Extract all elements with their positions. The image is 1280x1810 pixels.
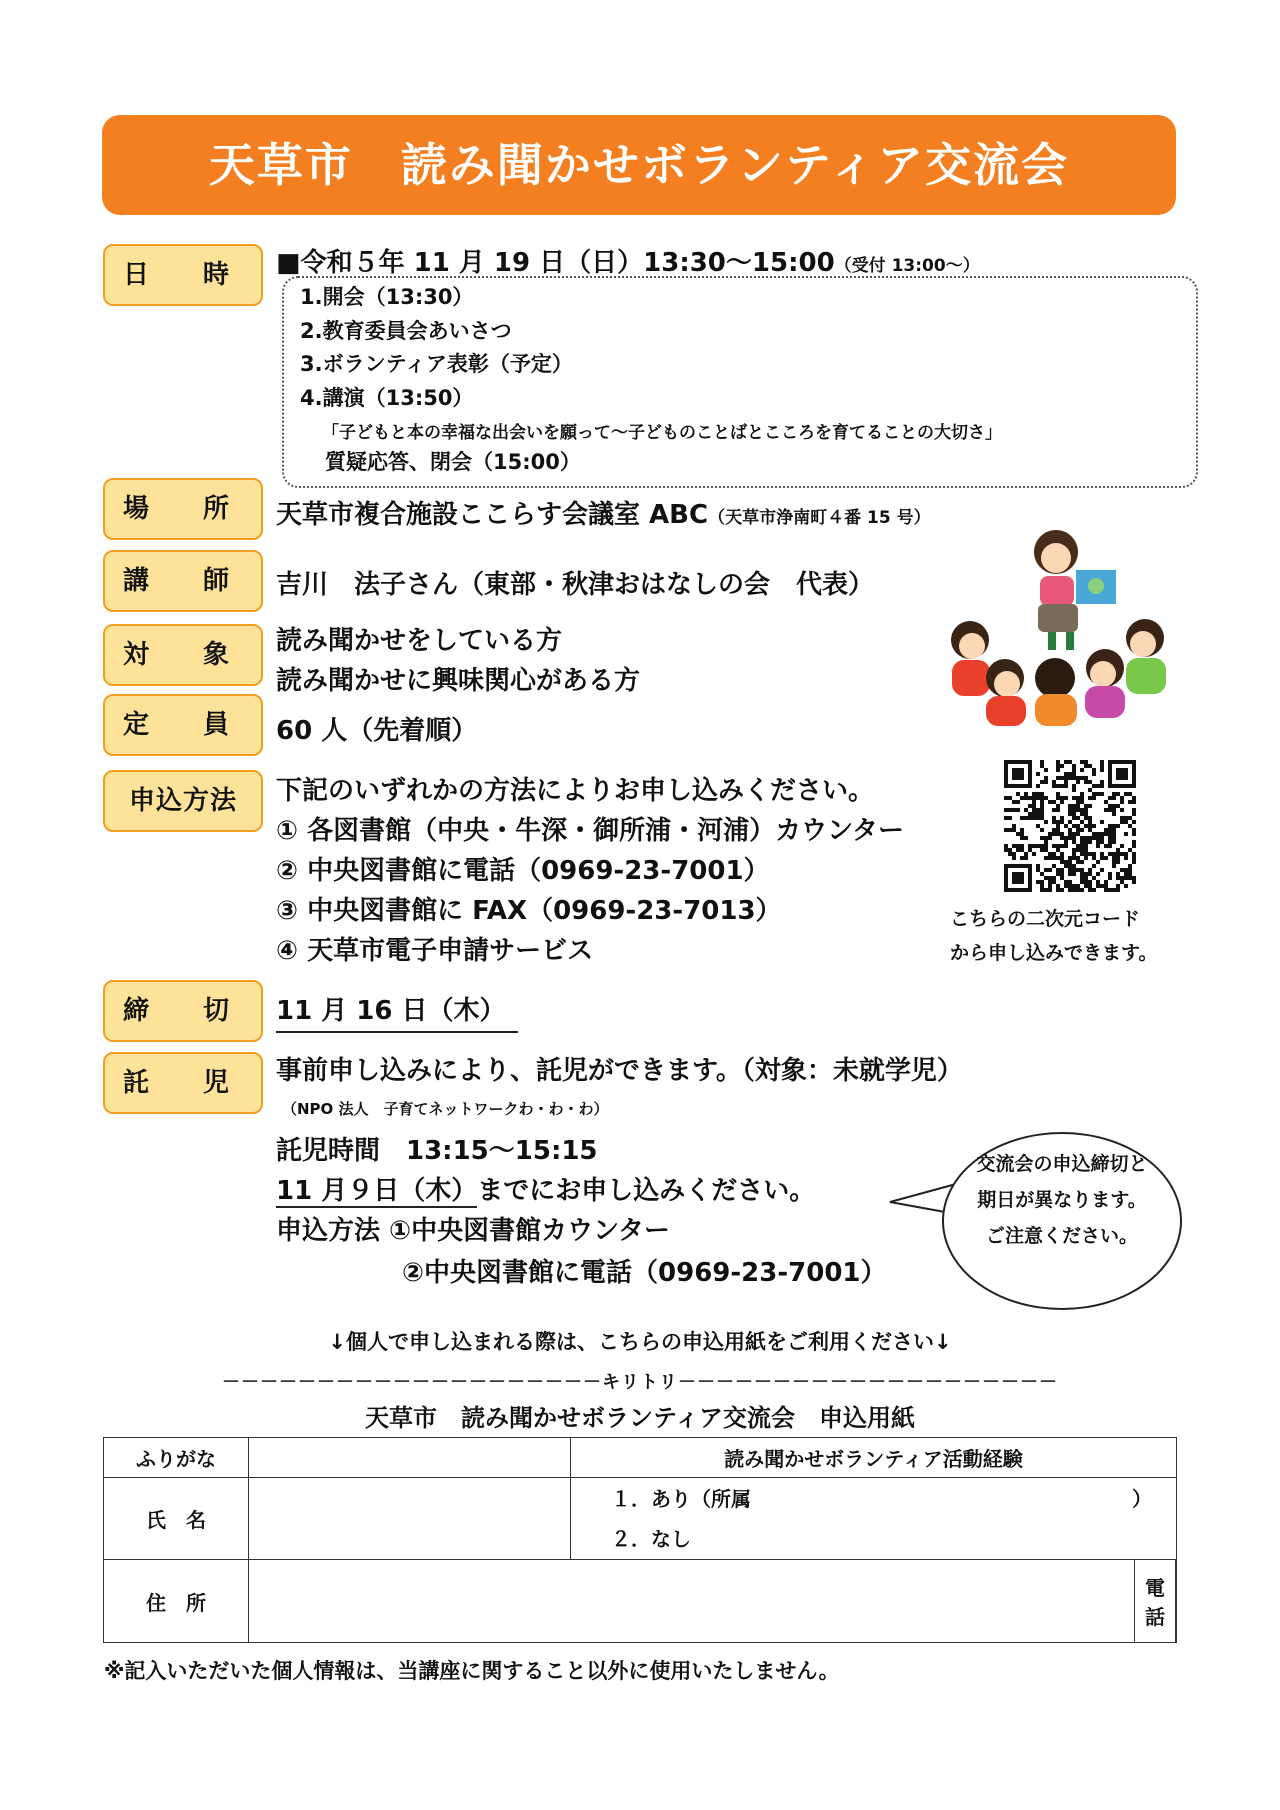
childcare-line-1: 事前申し込みにより、託児ができます。（対象：未就学児） [276, 1056, 963, 1086]
datetime-main [276, 242, 980, 279]
apply-method-3: ③ 中央図書館に FAX（0969-23-7013） [276, 896, 782, 926]
reception-time: （受付 13:00～） [834, 256, 980, 276]
childcare-method-2: ②中央図書館に電話（0969-23-7001） [402, 1258, 887, 1288]
label-place: 場 所 [103, 478, 263, 540]
qr-caption-1: こちらの二次元コード [950, 908, 1141, 930]
page-title: 天草市 読み聞かせボランティア交流会 [102, 115, 1176, 215]
phone-label: 電 話 [1135, 1560, 1176, 1642]
phone-group [1135, 1560, 1185, 1643]
label-apply: 申込方法 [103, 770, 263, 832]
option-1[interactable] [611, 1479, 1176, 1519]
qr-code[interactable] [1004, 760, 1136, 892]
program-item-5: 質疑応答、閉会（15:00） [325, 450, 581, 474]
experience-header: 読み聞かせボランティア活動経験 [571, 1438, 1177, 1478]
experience-options[interactable] [571, 1478, 1177, 1560]
address-label: 住 所 [104, 1560, 249, 1643]
childcare-time: 託児時間 13:15～15:15 [276, 1136, 598, 1166]
label-deadline: 締 切 [103, 980, 263, 1042]
place-info [276, 494, 931, 531]
form-note: ↓個人で申し込まれる際は、こちらの申込用紙をご利用ください↓ [328, 1330, 952, 1354]
bubble-line-2: 期日が異なります。 [977, 1189, 1147, 1211]
program-item-4: 4.講演（13:50） [300, 386, 474, 410]
address-field[interactable] [249, 1560, 1135, 1643]
option-1-close: ） [1132, 1486, 1152, 1511]
label-target: 対 象 [103, 624, 263, 686]
childcare-org: （NPO 法人 子育てネットワークわ・わ・わ） [282, 1100, 609, 1118]
place-name: 天草市複合施設ここらす会議室 ABC [276, 500, 709, 530]
phone-subtable [1135, 1560, 1185, 1642]
name-field[interactable] [249, 1478, 571, 1560]
reading-illustration [940, 528, 1175, 730]
application-form [103, 1437, 1185, 1643]
capacity-text: 60 人（先着順） [276, 716, 478, 746]
target-line-1: 読み聞かせをしている方 [276, 626, 563, 656]
form-title: 天草市 読み聞かせボランティア交流会 申込用紙 [364, 1404, 916, 1432]
target-line-2: 読み聞かせに興味関心がある方 [276, 666, 641, 696]
option-1-label: １．あり（所属 [611, 1486, 751, 1511]
cut-line: －－－－－－－－－－－－－－－－－－－－キリトリ－－－－－－－－－－－－－－－－－－－－ [222, 1372, 1058, 1393]
childcare-deadline [276, 1170, 815, 1207]
datetime-text: ■令和５年 11 月 19 日（日）13:30～15:00 [276, 248, 835, 278]
furigana-label: ふりがな [104, 1438, 249, 1478]
program-item-2: 2.教育委員会あいさつ [300, 319, 512, 343]
label-capacity: 定 員 [103, 694, 263, 756]
phone-field[interactable] [1176, 1560, 1177, 1642]
apply-method-4: ④ 天草市電子申請サービス [276, 936, 594, 966]
bubble-line-3: ご注意ください。 [985, 1225, 1138, 1247]
lecture-title: 「子どもと本の幸福な出会いを願って～子どものことばとこころを育てることの大切さ」 [322, 423, 1002, 443]
childcare-method-1: 申込方法 ①中央図書館カウンター [276, 1216, 671, 1246]
label-childcare: 託 児 [103, 1052, 263, 1114]
place-address: （天草市浄南町４番 15 号） [708, 508, 931, 528]
label-datetime: 日 時 [103, 244, 263, 306]
notice-bubble [942, 1132, 1182, 1310]
option-2[interactable]: ２．なし [611, 1526, 691, 1551]
deadline-text: 11 月 16 日（木） [276, 990, 518, 1033]
program-item-1: 1.開会（13:30） [300, 285, 474, 309]
apply-intro: 下記のいずれかの方法によりお申し込みください。 [276, 776, 875, 806]
qr-caption-2: から申し込みできます。 [950, 942, 1158, 964]
privacy-note: ※記入いただいた個人情報は、当講座に関すること以外に使用いたしません。 [104, 1659, 840, 1683]
apply-method-1: ① 各図書館（中央・牛深・御所浦・河浦）カウンター [276, 816, 905, 846]
childcare-deadline-rest: までにお申し込みください。 [477, 1176, 816, 1206]
program-item-3: 3.ボランティア表彰（予定） [300, 352, 573, 376]
name-label: 氏 名 [104, 1478, 249, 1560]
furigana-field[interactable] [249, 1438, 571, 1478]
label-lecturer: 講 師 [103, 550, 263, 612]
apply-method-2: ② 中央図書館に電話（0969-23-7001） [276, 856, 770, 886]
bubble-line-1: 交流会の申込締切と [976, 1153, 1148, 1175]
childcare-deadline-date: 11 月９日（木） [276, 1176, 478, 1206]
lecturer-text: 吉川 法子さん（東部・秋津おはなしの会 代表） [276, 570, 875, 600]
